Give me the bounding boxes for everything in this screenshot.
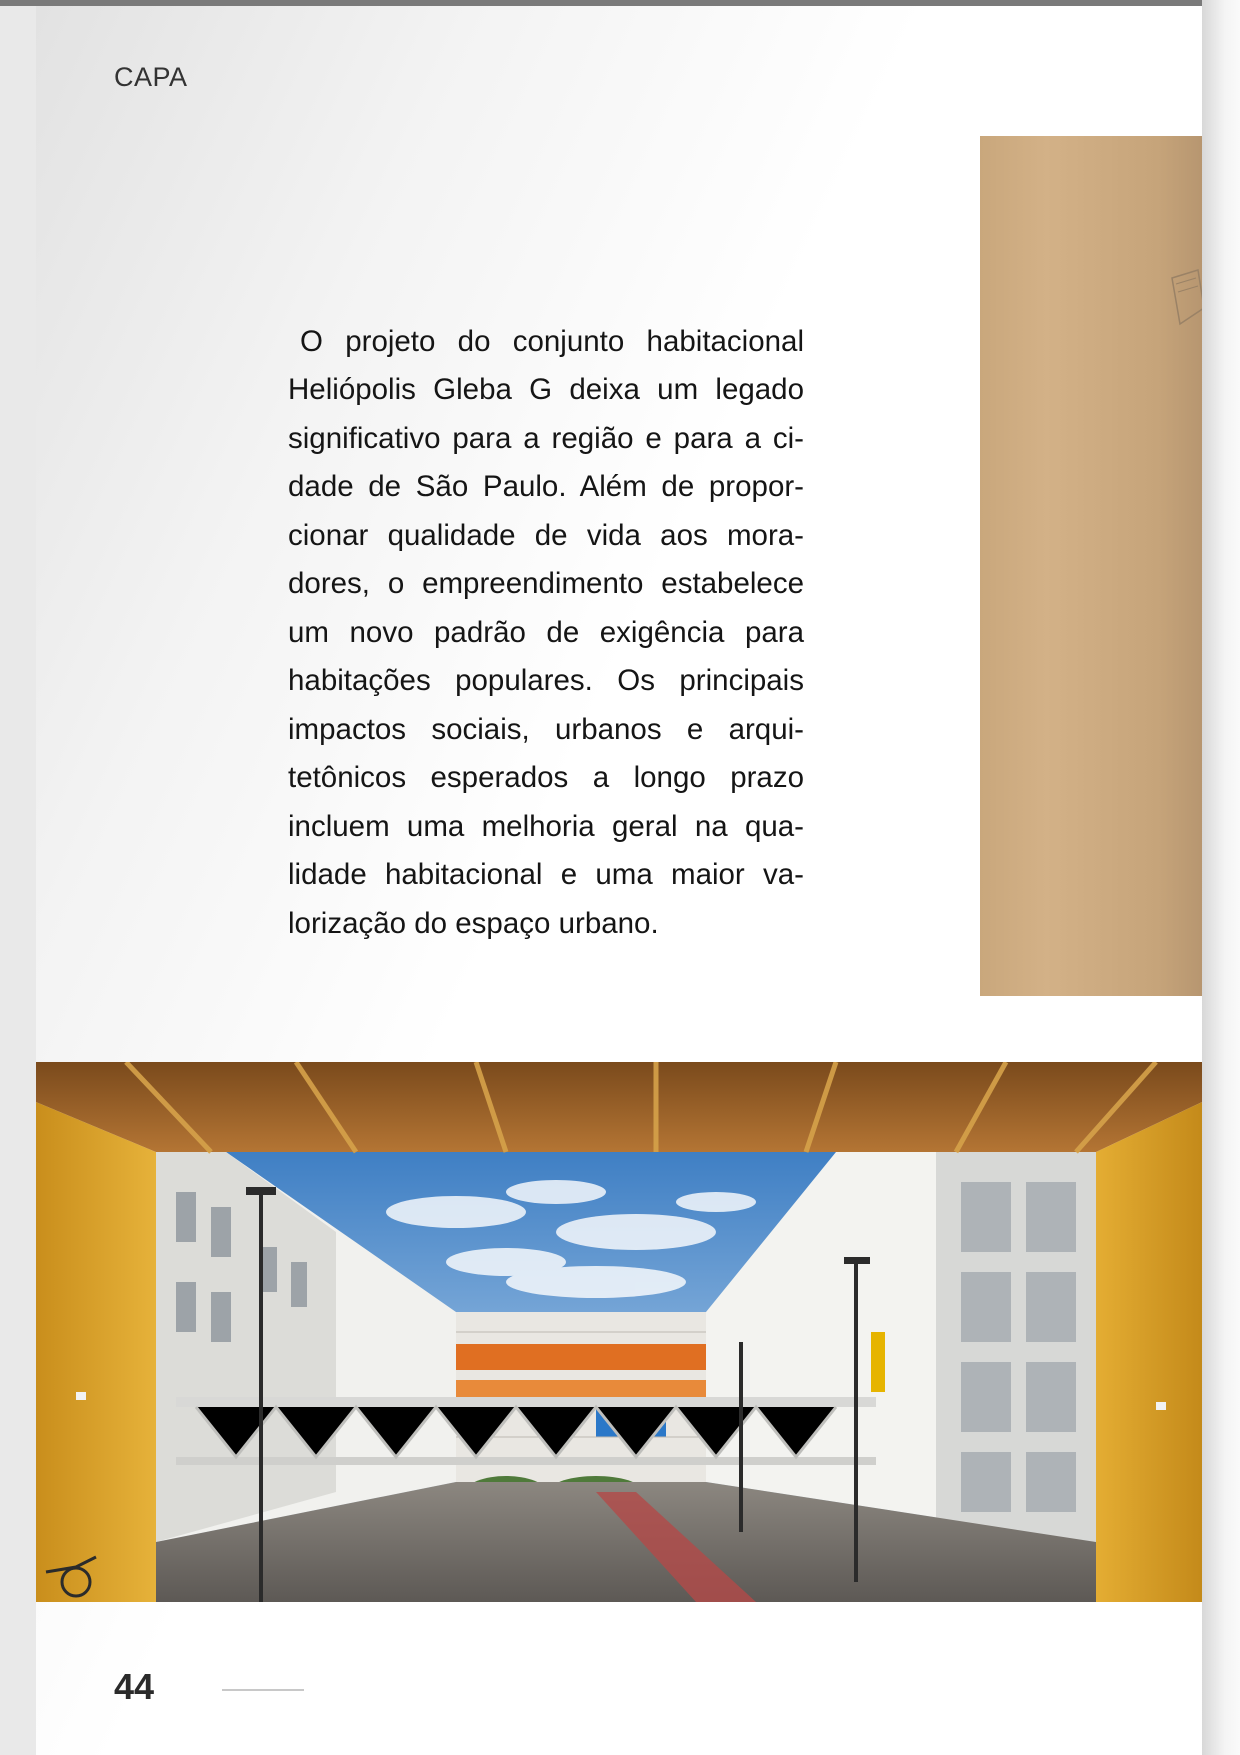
decorative-stamp-icon — [1168, 268, 1202, 328]
document-page — [36, 6, 1202, 1755]
footer-rule — [222, 1689, 304, 1691]
courtyard-photo — [36, 1062, 1202, 1602]
accent-color-block — [980, 136, 1202, 996]
body-paragraph: O projeto do conjunto habitacional Heliópolis Gleba G deixa um legado significativo para a região e para a cidade de São Paulo. Além de proporcionar qualidade de vida aos moradores, o empreendimento estabelece um novo padrão de exigência para habitações populares. Os principais impactos sociais, urbanos e arquitetônicos esperados a longo prazo incluem uma melhoria geral na qualidade habitacional e uma maior valorização do espaço urbano. — [288, 324, 804, 940]
page-number: 44 — [114, 1666, 155, 1707]
page-edge-shadow — [1202, 0, 1240, 1755]
section-label: CAPA — [114, 62, 188, 92]
